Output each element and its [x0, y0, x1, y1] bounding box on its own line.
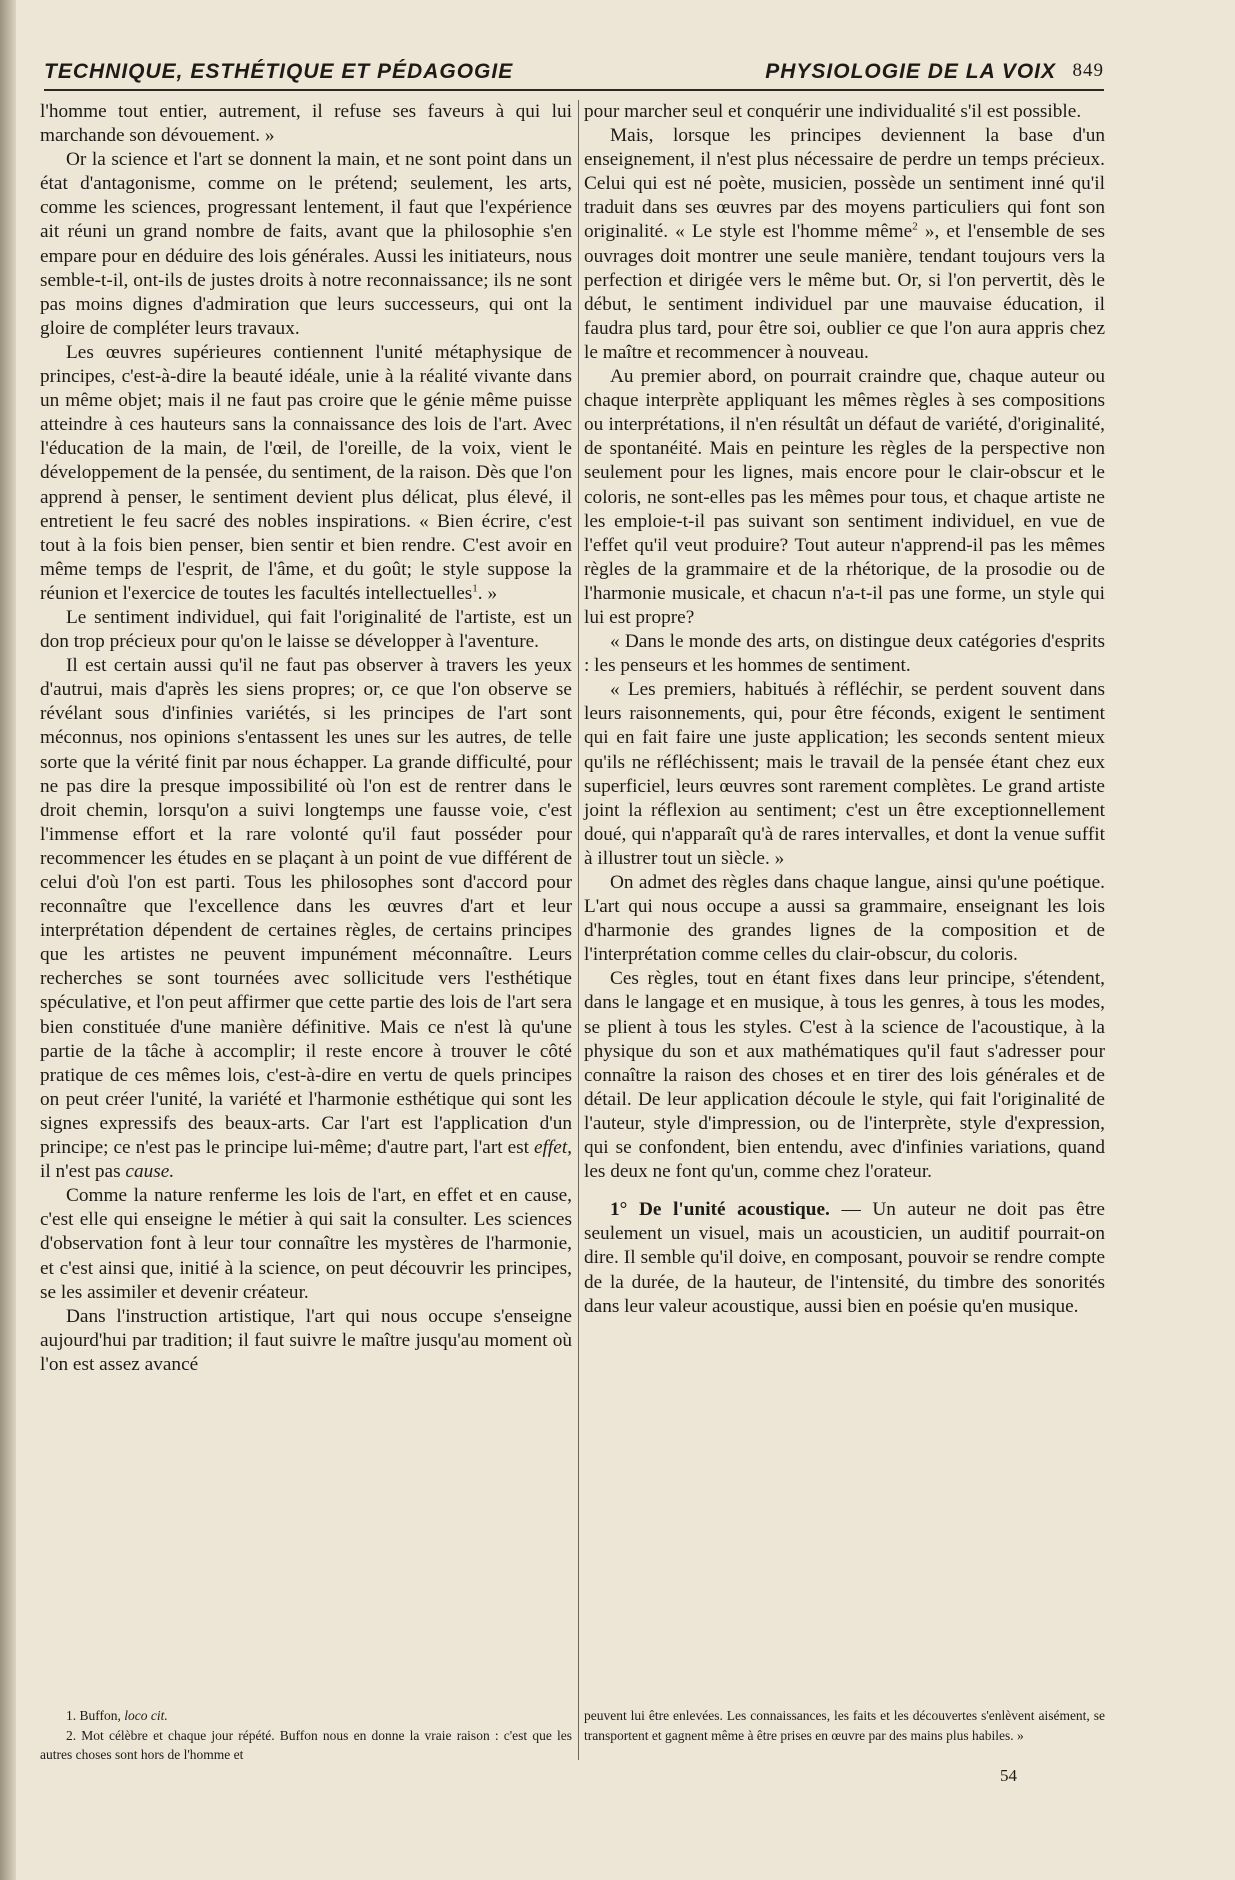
- paragraph: Dans l'instruction artistique, l'art qui nous occupe s'enseigne aujourd'hui par tradition; il faut suivre le maître jusqu'au moment où l'on est assez avancé: [40, 1305, 572, 1375]
- paragraph: l'homme tout entier, autrement, il refuse ses faveurs à qui lui marchande son dévouement. »: [40, 101, 572, 147]
- footnote: [40, 1706, 572, 1726]
- footnote-ref: 2: [912, 221, 918, 234]
- section-paragraph: [584, 1198, 1105, 1318]
- emphasis: effet,: [533, 1137, 572, 1159]
- paragraph: Au premier abord, on pourrait craindre que, chaque auteur ou chaque interprète appliquant les mêmes règles à ses compositions ou interprétations, il n'en résultât un défaut de variété, d'originalité, de spontanéité. Mais en peinture les règles de la perspective non seulement pour les lignes, mais encore pour le clair-obscur et le coloris, ne sont-elles pas les mêmes pour tous, et chaque artiste ne les emploie-t-il pas suivant son sentiment individuel, en vue de l'effet qu'il veut produire? Tout auteur n'apprend-il pas les mêmes règles de la grammaire et de la rhétorique, de la prosodie ou de l'harmonie musicale, et chacun n'a-t-il pas une forme, un style qui lui est propre?: [584, 366, 1105, 628]
- paragraph-text: . »: [477, 582, 498, 604]
- header-left-title: TECHNIQUE, ESTHÉTIQUE ET PÉDAGOGIE: [44, 60, 514, 83]
- paragraph: [40, 341, 572, 606]
- paragraph: Ces règles, tout en étant fixes dans leur principe, s'étendent, dans le langage et en musique, à tous les genres, à tous les modes, se plient à tous les styles. C'est à la science de l'acoustique, à la physique du son et aux mathématiques qu'il faut s'adresser pour connaître la raison des choses et en tirer des lois générales et de détail. De leur application découle le style, qui fait l'originalité de l'auteur, style d'impression, ou de l'interprète, style d'expression, qui se confondent, bien entendu, avec d'infinies variations, quand les deux ne font qu'un, comme chez l'orateur.: [584, 968, 1105, 1183]
- header-right-title: PHYSIOLOGIE DE LA VOIX: [765, 60, 1056, 83]
- footnote-continuation: peuvent lui être enlevées. Les connaissances, les faits et les découvertes s'enlèvent aisément, se transportent et gagnent même à être prises en œuvre par des mains plus habiles. »: [584, 1708, 1105, 1743]
- page-binding-shadow: [0, 0, 16, 1880]
- paragraph: pour marcher seul et conquérir une individualité s'il est possible.: [584, 101, 1082, 122]
- paragraph: « Les premiers, habitués à réfléchir, se perdent souvent dans leurs raisonnements, qui, pour être féconds, exigent le sentiment qui en fait faire une juste application; les seconds sentent mieux qu'ils ne réfléchissent; mais le travail de la pensée étant chez eux superficiel, leurs œuvres sont rarement complètes. Le grand artiste joint la réflexion au sentiment; c'est un être exceptionnellement doué, qui n'apparaît qu'à de rares intervalles, et dont la venue suffit à illustrer tout un siècle. »: [584, 679, 1105, 869]
- paragraph: [40, 654, 572, 1184]
- paragraph: Le sentiment individuel, qui fait l'originalité de l'artiste, est un don trop précieux pour qu'on le laisse se développer à l'aventure.: [40, 606, 572, 653]
- paragraph: Or la science et l'art se donnent la main, et ne sont point dans un état d'antagonisme, comme on le prétend; seulement, les arts, comme les sciences, progressant lentement, il faut que l'expérience ait réuni un grand nombre de faits, avant que la philosophie s'en empare pour en déduire des lois générales. Aussi les initiateurs, nous semble-t-il, ont-ils de justes droits à notre reconnaissance; ils ne sont pas moins dignes d'admiration que leurs successeurs, qui ont la gloire de compléter leurs travaux.: [40, 149, 572, 339]
- running-header: [44, 60, 1104, 88]
- section-gap: [584, 1184, 1105, 1198]
- footnote-ref: 1: [472, 582, 478, 595]
- paragraph-text: il n'est pas: [40, 1161, 126, 1183]
- paragraph: « Dans le monde des arts, on distingue deux catégories d'esprits : les penseurs et les hommes de sentiment.: [584, 631, 1105, 677]
- left-column: [40, 100, 572, 1377]
- paragraph-text: », et l'ensemble de ses ouvrages doit montrer une seule manière, tendant toujours vers la perfection et dirigée vers le même but. Or, si l'on pervertit, dès le début, le sentiment individuel par une mauvaise éducation, il faudra plus tard, pour être soi, oublier ce que l'on aura appris chez le maître et recommencer à nouveau.: [584, 221, 1105, 363]
- paragraph-text: Il est certain aussi qu'il ne faut pas observer à travers les yeux d'autrui, mais d'après les siens propres; or, ce que l'on observe se révélant sous d'infinies variétés, si les principes de l'art sont méconnus, nos opinions s'entassent les unes sur les autres, de telle sorte que la vérité finit par nous échapper. La grande difficulté, pour ne pas dire la presque impossibilité où l'on est de rentrer dans le droit chemin, lorsqu'on a suivi longtemps une fausse voie, c'est l'immense effort et la rare volonté qu'il faut posséder pour recommencer les études en se plaçant à un point de vue différent de celui d'où l'on est parti. Tous les philosophes sont d'accord pour reconnaître que l'excellence dans les œuvres d'art et leur interprétation dépendent de certaines règles, de certains principes que les artistes ne peuvent impunément méconnaître. Leurs recherches se sont tournées avec sollicitude vers l'esthétique spéculative, et l'on peut affirmer que cette partie des lois de l'art sera bien constituée d'une manière définitive. Mais ce n'est là qu'une partie de la tâche à accomplir; il reste encore à trouver le côté pratique de ces mêmes lois, c'est-à-dire en vertu de quels principes on peut créer l'unité, la variété et l'harmonie esthétique qui sont les signes expressifs des beaux-arts. Car l'art est l'application d'un principe; ce n'est pas le principe lui-même; d'autre part, l'art est: [40, 655, 572, 1159]
- paragraph-text: Mais, lorsque les principes deviennent la base d'un enseignement, il n'est plus nécessaire de perdre un temps précieux. Celui qui est né poète, musicien, possède un sentiment inné qu'il traduit dans ses œuvres par des moyens particuliers qui font son originalité. « Le style est l'homme même: [584, 125, 1105, 243]
- section-heading: 1° De l'unité acoustique.: [610, 1199, 830, 1221]
- footnote-label: 1. Buffon,: [66, 1708, 121, 1723]
- footnotes-right: [584, 1706, 1105, 1745]
- paragraph: On admet des règles dans chaque langue, ainsi qu'une poétique. L'art qui nous occupe a aussi sa grammaire, enseignant les lois d'harmonie des grandes lignes de la composition et de l'interprétation comme celles du clair-obscur, du coloris.: [584, 872, 1105, 966]
- paragraph-text: Les œuvres supérieures contiennent l'unité métaphysique de principes, c'est-à-dire la beauté idéale, unie à la réalité vivante dans un même objet; mais il ne faut pas croire que le génie même puisse atteindre à ces hauteurs sans la connaissance des lois de l'art. Avec l'éducation de la main, de l'œil, de l'oreille, de la voix, vient le développement de la pensée, du sentiment, de la raison. Dès que l'on apprend à penser, le sentiment devient plus délicat, plus élevé, il entretient le feu sacré des nobles inspirations. « Bien écrire, c'est tout à la fois bien penser, bien sentir et bien rendre. C'est avoir en même temps de l'esprit, de l'âme, et du goût; le style suppose la réunion et l'exercice de toutes les facultés intellectuelles: [40, 341, 572, 604]
- page-number: 849: [1072, 60, 1104, 81]
- paragraph: [584, 124, 1105, 365]
- footnote: 2. Mot célèbre et chaque jour répété. Buffon nous en donne la vraie raison : c'est que les autres choses sont hors de l'homme et: [40, 1727, 572, 1762]
- paragraph-text: — Un auteur ne doit pas être seulement un visuel, mais un acousticien, un auditif pourrait-on dire. Il semble qu'il doive, en composant, pouvoir se rendre compte de la durée, de la hauteur, de l'intensité, du timbre des sonorités dans leur valeur acoustique, aussi bien en poésie qu'en musique.: [584, 1199, 1105, 1317]
- column-divider: [578, 100, 579, 1760]
- emphasis: cause.: [125, 1161, 175, 1183]
- right-column: [584, 100, 1105, 1319]
- paragraph: Comme la nature renferme les lois de l'art, en effet et en cause, c'est elle qui enseigne le métier à qui sait la consulter. Les sciences d'observation font à leur tour connaître les mystères de l'harmonie, et c'est ainsi que, initié à la science, on peut découvrir les principes, se les assimiler et devenir créateur.: [40, 1185, 572, 1303]
- header-rule: [44, 89, 1104, 91]
- footnote-ref-text: loco cit.: [120, 1708, 168, 1723]
- footnotes-left: [40, 1706, 572, 1765]
- signature-folio: 54: [1000, 1766, 1017, 1785]
